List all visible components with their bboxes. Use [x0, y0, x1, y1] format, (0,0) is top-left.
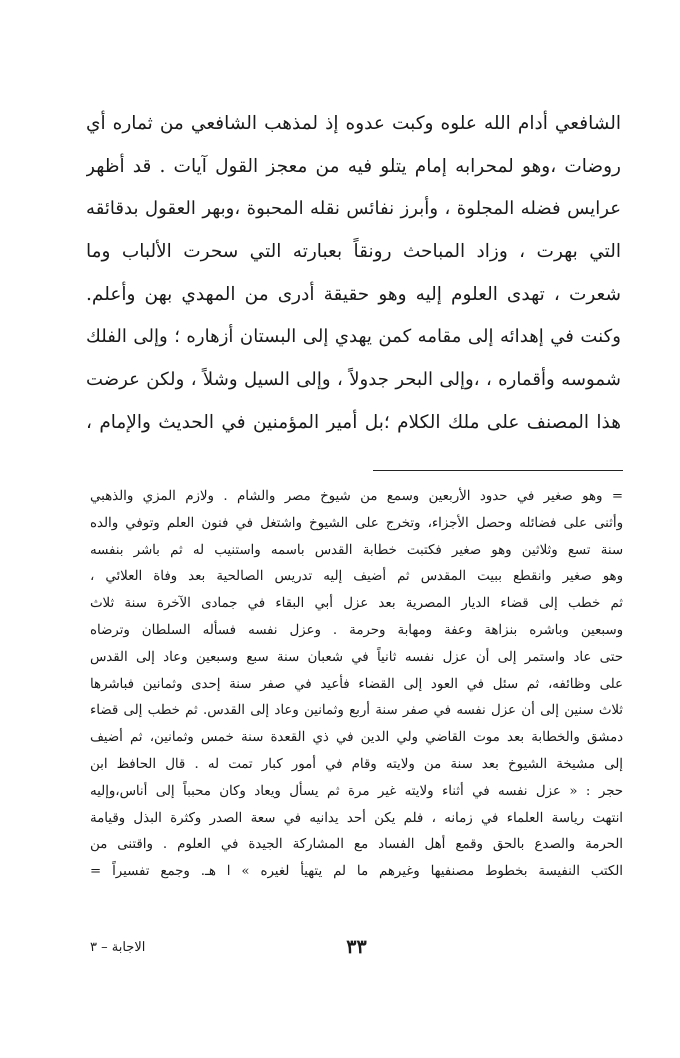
- footnote-line: حجر : « عزل نفسه في أثناء ولايته غير مرة ثم يسأل ويعاد وكان محبباً إلى أناس،وإليه: [90, 783, 623, 799]
- footnote-line: الحرمة والصدع بالحق وقمع أهل الفساد مع المشاركة الجيدة في العلوم . واقتنى من: [90, 837, 623, 853]
- main-text-line: عرايس فضله المجلوة ، وأبرز نفائس نقله المحبوة ،وبهر العقول بدقائقه: [86, 198, 621, 220]
- main-text-line: الشافعي أدام الله علوه وكبت عدوه إذ لمذهب الشافعي من ثماره أي: [86, 113, 621, 134]
- footnote-line: على وظائفه، ثم سئل في العود إلى القضاء فأعيد في صفر سنة إحدى وثمانين فباشرها: [90, 676, 623, 692]
- footnote-line: إلى مشيخة الشيوخ بعد سنة من ولايته وقام في أمور كبار تمت له . قال الحافظ ابن: [90, 756, 623, 772]
- footnote-line: حتى عاد واستمر إلى أن عزل نفسه ثانياً في شعبان سنة سبع وسبعين وعاد إلى القدس: [90, 649, 623, 665]
- main-text-line: روضات ،وهو لمحرابه إمام يتلو فيه من معجز القول آيات . قد أظهر: [86, 155, 621, 177]
- footnote-line: دمشق والخطابة بعد موت القاضي ولي الدين في ذي القعدة سنة خمس وثمانين، ثم أضيف: [90, 730, 623, 746]
- footnote-line: وهو صغير وانقطع ببيت المقدس ثم أضيف إليه تدريس الصالحية بعد وفاة العلائي ،: [90, 569, 623, 585]
- page-number: ٣٣: [346, 936, 367, 958]
- footnote-line: الكتب النفيسة بخطوط مصنفيها وغيرهم ما لم يتهيأ لغيره » ا هـ. وجمع تفسيراً =: [90, 864, 623, 880]
- main-text-block: [86, 103, 621, 445]
- footnote-line: وسبعين وباشره بنزاهة وعفة ومهابة وحرمة . وعزل نفسه فسأله السلطان وترضاه: [90, 622, 623, 638]
- main-text-line: شموسه وأقماره ، ،وإلى البحر جدولاً ، وإلى السيل وشلاً ، ولكن عرضت: [86, 369, 621, 391]
- main-text-line: التي بهرت ، وزاد المباحث رونقاً بعبارته التي سحرت الألباب وما: [86, 241, 621, 263]
- main-text-line: هذا المصنف على ملك الكلام ؛بل أمير المؤمنين في الحديث والإمام ،: [86, 411, 621, 433]
- main-text-line: شعرت ، تهدى العلوم إليه وهو حقيقة أدرى من المهدي بهن وأعلم.: [86, 283, 621, 305]
- footnote-line: سنة تسع وثلاثين وهو صغير فكتبت خطابة القدس باسمه واستنيب له ثم باشر بنفسه: [90, 542, 623, 558]
- footnote-line: = وهو صغير في حدود الأربعين وسمع من شيوخ مصر والشام . ولازم المزي والذهبي: [90, 489, 623, 504]
- footnote-separator: [373, 470, 623, 471]
- footnote-line: وأثنى على فضائله وحصل الأجزاء، وتخرج على الشيوخ واشتغل في فنون العلم وتوفي والده: [90, 515, 623, 531]
- gathering-signature: الاجابة – ٣: [90, 940, 146, 955]
- footnote-line: ثم خطب إلى قضاء الديار المصرية بعد عزل أبي البقاء في جمادى الآخرة سنة ثلاث: [90, 596, 623, 612]
- page-footer: [90, 936, 623, 966]
- footnote-line: ثلاث سنين إلى أن عزل نفسه في صفر سنة أربع وثمانين وعاد إلى القدس. ثم خطب إلى قضاء: [90, 703, 623, 719]
- footnotes-block: [90, 484, 623, 886]
- main-text-line: وكنت في إهدائه إلى مقامه كمن يهدي إلى البستان أزهاره ؛ وإلى الفلك: [86, 326, 621, 348]
- footnote-line: انتهت رياسة العلماء في زمانه ، فلم يكن أحد يدانيه في سعة الصدر وكثرة البذل وقيامة: [90, 810, 623, 826]
